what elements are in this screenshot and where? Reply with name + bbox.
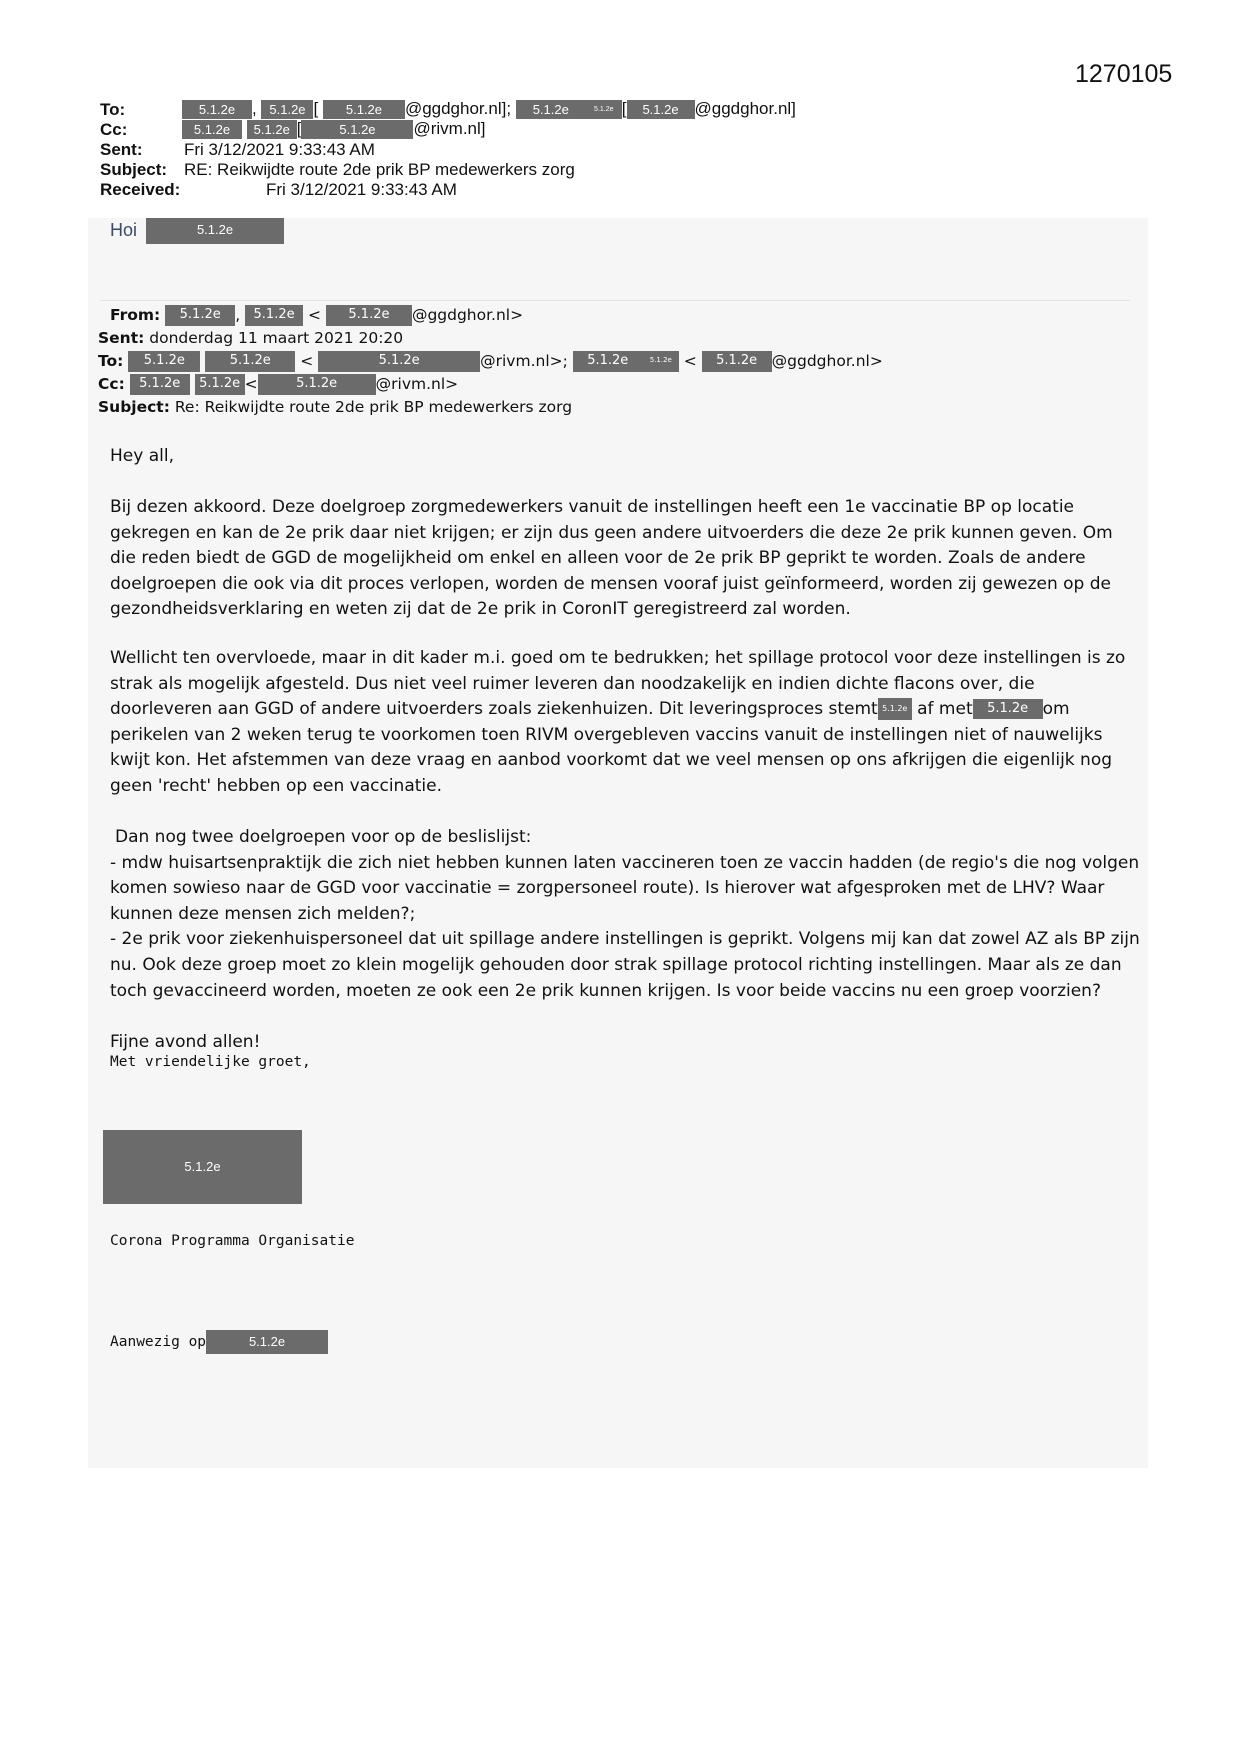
inner-to-row — [98, 350, 883, 373]
redaction-box: 5.1.2e — [165, 305, 235, 326]
sent-label: Sent: — [100, 140, 143, 159]
outer-sent-row — [100, 140, 375, 160]
outer-to-row — [100, 100, 189, 120]
outer-cc-recipients — [182, 119, 486, 139]
redaction-box: 5.1.2e — [261, 100, 313, 119]
received-value: Fri 3/12/2021 9:33:43 AM — [266, 180, 457, 199]
redaction-box: 5.1.2e — [130, 374, 190, 395]
signature-redaction: 5.1.2e — [103, 1130, 302, 1204]
outer-cc-row — [100, 120, 184, 140]
subject-value: RE: Reikwijdte route 2de prik BP medewerkers zorg — [184, 160, 575, 179]
cc-domain: @rivm.nl] — [413, 119, 486, 138]
paragraph-2-part-a: Wellicht ten overvloede, maar in dit kader m.i. goed om te bedrukken; het spillage protocol voor deze instellingen is zo strak als mogelijk afgesteld. Dus niet veel ruimer leveren dan noodzakelijk en indien dichte flacons over, die doorleveren aan GGD of andere uitvoerders zoals ziekenhuizen. Dit leveringsproces stemt — [110, 648, 1126, 720]
redaction-box: 5.1.2e — [182, 100, 252, 119]
list-item: - 2e prik voor ziekenhuispersoneel dat uit spillage andere instellingen is geprikt. Volgens mij kan dat zowel AZ als BP zijn nu. Ook deze groep moet zo klein mogelijk gehouden door strak spillage protocol richting instellingen. Maar als ze dan toch gevaccineerd worden, moeten ze ook een 2e prik kunnen krijgen. Is voor beide vaccins nu een groep voorzien? — [110, 929, 1140, 1001]
salutation — [110, 444, 1140, 470]
sent-label: Sent: — [98, 329, 145, 347]
redaction-box: 5.1.2e — [206, 1330, 328, 1354]
redaction-box: 5.1.2e — [878, 698, 912, 720]
subject-label: Subject: — [98, 398, 170, 416]
to-separator: , — [252, 99, 257, 118]
received-label: Received: — [100, 180, 181, 199]
outer-received-row — [100, 180, 457, 200]
from-domain: @ggdghor.nl> — [411, 306, 524, 324]
redaction-box: 5.1.2e — [627, 100, 695, 119]
signature-present — [110, 1330, 328, 1354]
salutation-text: Hey all, — [110, 446, 174, 466]
to-domain-2: @ggdghor.nl> — [771, 352, 883, 370]
bracket: [ — [313, 99, 319, 118]
redaction-box: 5.1.2e — [586, 100, 622, 119]
outer-to-recipients — [182, 99, 796, 119]
redaction-box: 5.1.2e — [702, 351, 772, 372]
inner-from-row — [110, 304, 523, 327]
cc-label: Cc: — [100, 120, 128, 139]
closing — [110, 1030, 1140, 1056]
from-label: From: — [110, 306, 161, 324]
inner-sent-row — [98, 327, 403, 350]
cc-label: Cc: — [98, 375, 125, 393]
redaction-box: 5.1.2e — [247, 120, 297, 139]
redaction-box: 5.1.2e — [146, 218, 284, 244]
redaction-box: 5.1.2e — [318, 351, 480, 372]
redaction-box: 5.1.2e — [516, 100, 586, 119]
redaction-box: 5.1.2e — [323, 100, 405, 119]
document-id: 1270105 — [1075, 60, 1173, 88]
paragraph-2-text — [110, 646, 1140, 800]
redaction-box: 5.1.2e — [128, 351, 200, 372]
bracket: [ — [621, 99, 627, 118]
to-domain-1: @rivm.nl>; — [480, 352, 568, 370]
regards: Met vriendelijke groet, — [110, 1054, 311, 1070]
redaction-box: 5.1.2e — [973, 699, 1043, 719]
sent-value: Fri 3/12/2021 9:33:43 AM — [184, 140, 375, 159]
paragraph-1 — [110, 495, 1140, 623]
paragraph-2-part-b: af met — [917, 699, 973, 720]
to-domain-1: @ggdghor.nl]; — [404, 99, 512, 118]
greeting-text: Hoi — [110, 219, 138, 240]
closing-text: Fijne avond allen! — [110, 1032, 261, 1052]
paragraph-1-text: Bij dezen akkoord. Deze doelgroep zorgmedewerkers vanuit de instellingen heeft een 1e vaccinatie BP op locatie gekregen en kan de 2e prik daar niet krijgen; er zijn dus geen andere uitvoerders die deze 2e prik kunnen geven. Om die reden biedt de GGD de mogelijkheid om enkel en alleen voor de 2e prik BP geprikt te worden. Zoals de andere doelgroepen die ook via dit proces verlopen, worden de mensen vooraf juist geïnformeerd, worden zij gewezen op de gezondheidsverklaring en weten zij dat de 2e prik in CoronIT geregistreerd zal worden. — [110, 497, 1113, 620]
paragraph-3-title: Dan nog twee doelgroepen voor op de beslislijst: — [115, 827, 532, 847]
list-item: - mdw huisartsenpraktijk die zich niet hebben kunnen laten vaccineren toen ze vaccin hadden (de regio's die nog volgen komen sowieso naar de GGD voor vaccinatie = zorgpersoneel route). Is hierover wat afgesproken met de LHV? Waar kunnen deze mensen zich melden?; — [110, 852, 1140, 924]
greeting — [110, 218, 284, 244]
inner-subject-row — [98, 396, 572, 419]
bracket: [ — [296, 119, 302, 138]
sent-value: donderdag 11 maart 2021 20:20 — [149, 329, 404, 347]
signature-org: Corona Programma Organisatie — [110, 1233, 355, 1249]
comma: , — [235, 306, 241, 324]
to-label: To: — [100, 100, 126, 119]
to-domain-2: @ggdghor.nl] — [694, 99, 796, 118]
redaction-box: 5.1.2e — [573, 351, 643, 372]
subject-value: Re: Reikwijdte route 2de prik BP medewerkers zorg — [174, 398, 573, 416]
redaction-box: 5.1.2e — [195, 374, 245, 395]
angle-bracket: < — [308, 306, 321, 324]
paragraph-2 — [110, 646, 1140, 800]
divider — [100, 300, 1130, 301]
redaction-box: 5.1.2e — [643, 351, 679, 372]
angle-bracket: < — [244, 375, 258, 393]
redaction-box: 5.1.2e — [258, 374, 376, 395]
angle-bracket: < — [300, 352, 314, 370]
outer-subject-row — [100, 160, 575, 180]
angle-bracket: < — [683, 352, 697, 370]
redaction-box: 5.1.2e — [182, 120, 242, 139]
paragraph-2-part-c: om perikelen van 2 weken terug te voorkomen toen RIVM overgebleven vaccins vanuit de instellingen niet of nauwelijks kwijt kon. Het afstemmen van deze vraag en aanbod voorkomt dat we veel mensen op ons afkrijgen die eigenlijk nog geen 'recht' hebben op een vaccinatie. — [110, 699, 1113, 796]
paragraph-3 — [110, 825, 1140, 1004]
present-label: Aanwezig op — [110, 1334, 207, 1350]
to-label: To: — [98, 352, 124, 370]
inner-cc-row — [98, 373, 458, 396]
redaction-box: 5.1.2e — [326, 305, 412, 326]
redaction-box: 5.1.2e — [301, 120, 413, 139]
redaction-box: 5.1.2e — [205, 351, 295, 372]
redaction-box: 5.1.2e — [245, 305, 303, 326]
subject-label: Subject: — [100, 160, 168, 179]
cc-domain: @rivm.nl> — [375, 375, 459, 393]
